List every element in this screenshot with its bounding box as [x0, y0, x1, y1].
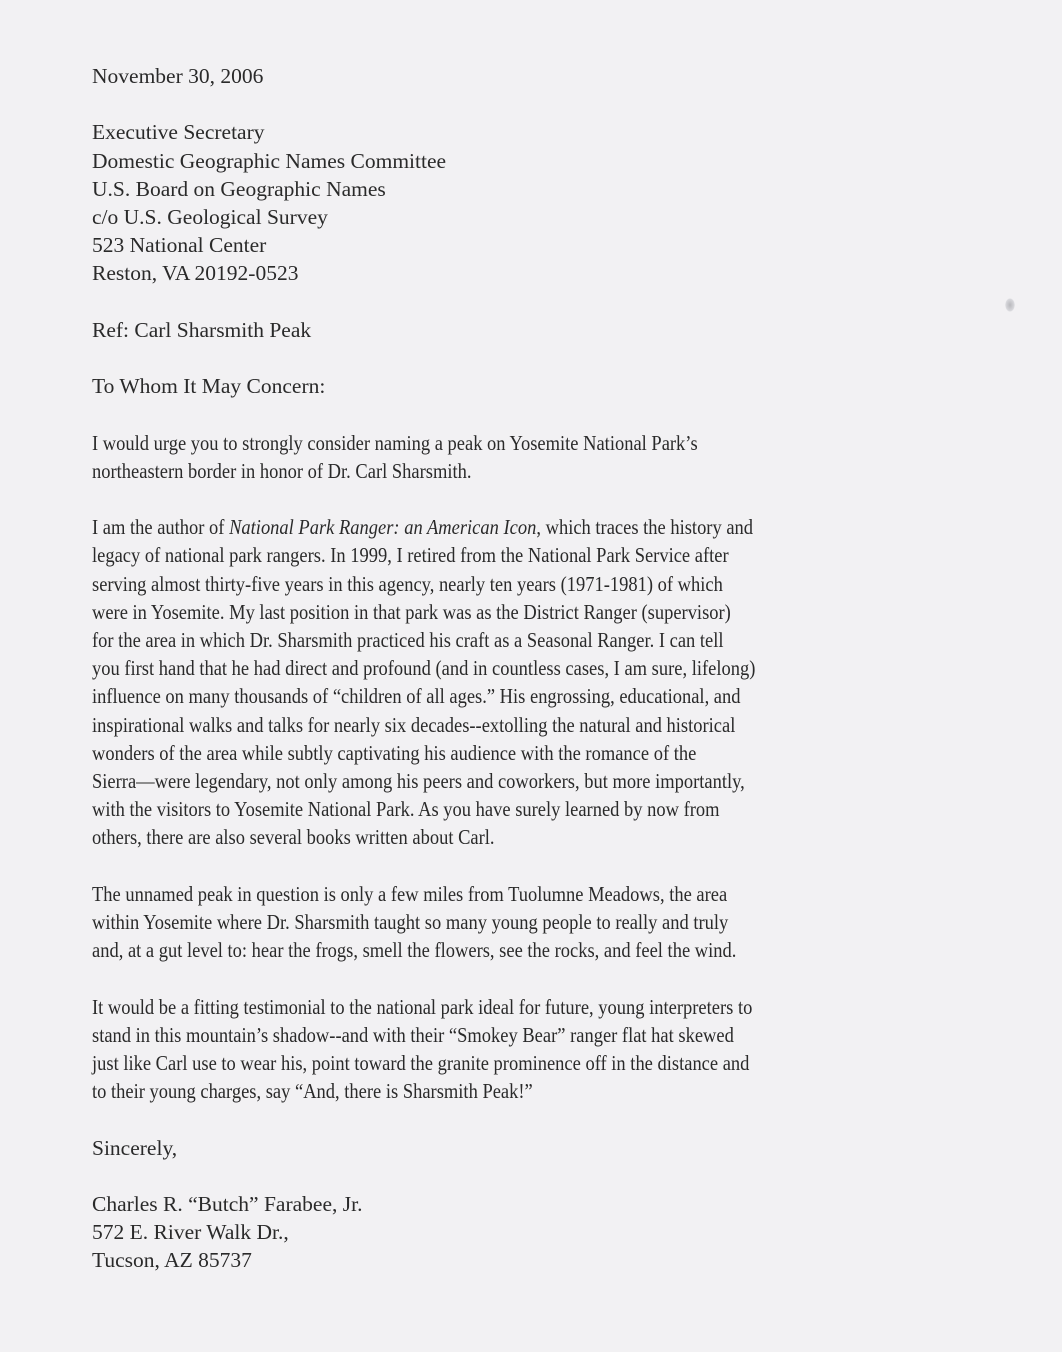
signature-address: 572 E. River Walk Dr.,: [92, 1220, 289, 1245]
letter-date: [92, 62, 992, 90]
paragraph-line: influence on many thousands of “children of all ages.” His engrossing, educational, and: [92, 684, 741, 709]
paragraph-line: northeastern border in honor of Dr. Carl Sharsmith.: [92, 458, 472, 483]
recipient-line: U.S. Board on Geographic Names: [92, 176, 386, 201]
letter: [92, 62, 992, 1275]
recipient-line: c/o U.S. Geological Survey: [92, 205, 328, 229]
recipient-address: [92, 118, 992, 287]
paragraph-line: I would urge you to strongly consider naming a peak on Yosemite National Park’s: [92, 430, 698, 455]
reference-line: [92, 316, 992, 344]
paragraph-text: , which traces the history and: [536, 515, 754, 540]
salutation-text: To Whom It May Concern:: [92, 374, 326, 399]
paragraph-line: and, at a gut level to: hear the frogs, smell the flowers, see the rocks, and feel the wind.: [92, 938, 737, 963]
paper-speck: [1005, 298, 1015, 312]
reference-text: Ref: Carl Sharsmith Peak: [92, 317, 312, 342]
paragraph-4: [92, 993, 995, 1106]
paragraph-line: you first hand that he had direct and profound (and in countless cases, I am sure, lifelong): [92, 656, 756, 681]
recipient-line: Reston, VA 20192-0523: [92, 261, 299, 286]
signature-block: [92, 1190, 992, 1275]
paragraph-line: legacy of national park rangers. In 1999, I retired from the National Park Service after: [92, 543, 729, 568]
paragraph-line: stand in this mountain’s shadow--and with their “Smokey Bear” ranger flat hat skewed: [92, 1022, 734, 1047]
recipient-line: Domestic Geographic Names Committee: [92, 148, 447, 173]
paragraph-line: were in Yosemite. My last position in that park was as the District Ranger (supervisor): [92, 599, 731, 624]
paragraph-line: to their young charges, say “And, there is Sharsmith Peak!”: [92, 1079, 533, 1104]
paragraph-line: with the visitors to Yosemite National Park. As you have surely learned by now from: [92, 797, 720, 822]
closing: [92, 1134, 992, 1162]
paragraph-line: It would be a fitting testimonial to the national park ideal for future, young interpreters to: [92, 994, 753, 1019]
paragraph-text: I am the author of: [92, 515, 230, 540]
paragraph-line: within Yosemite where Dr. Sharsmith taught so many young people to really and truly: [92, 910, 729, 934]
signature-city: Tucson, AZ 85737: [92, 1248, 252, 1273]
book-title: National Park Ranger: an American Icon: [229, 515, 537, 540]
closing-text: Sincerely,: [92, 1135, 178, 1160]
paragraph-line: just like Carl use to wear his, point toward the granite prominence off in the distance and: [92, 1051, 750, 1075]
recipient-line: 523 National Center: [92, 233, 267, 258]
paragraph-line: inspirational walks and talks for nearly six decades--extolling the natural and historical: [92, 712, 736, 737]
paragraph-line: serving almost thirty-five years in this agency, nearly ten years (1971-1981) of which: [92, 571, 723, 596]
paragraph-1: [92, 429, 995, 485]
paragraph-2: [92, 513, 995, 851]
paragraph-line: Sierra—were legendary, not only among his peers and coworkers, but more importantly,: [92, 769, 745, 793]
recipient-line: Executive Secretary: [92, 120, 265, 145]
salutation: [92, 372, 992, 400]
paragraph-3: [92, 880, 995, 965]
date-text: November 30, 2006: [92, 64, 264, 88]
paragraph-line: [92, 513, 995, 541]
paragraph-line: for the area in which Dr. Sharsmith practiced his craft as a Seasonal Ranger. I can tell: [92, 627, 724, 652]
paragraph-line: The unnamed peak in question is only a few miles from Tuolumne Meadows, the area: [92, 881, 728, 906]
paragraph-line: others, there are also several books written about Carl.: [92, 825, 495, 850]
signature-name: Charles R. “Butch” Farabee, Jr.: [92, 1191, 363, 1216]
paragraph-line: wonders of the area while subtly captivating his audience with the romance of the: [92, 740, 697, 765]
